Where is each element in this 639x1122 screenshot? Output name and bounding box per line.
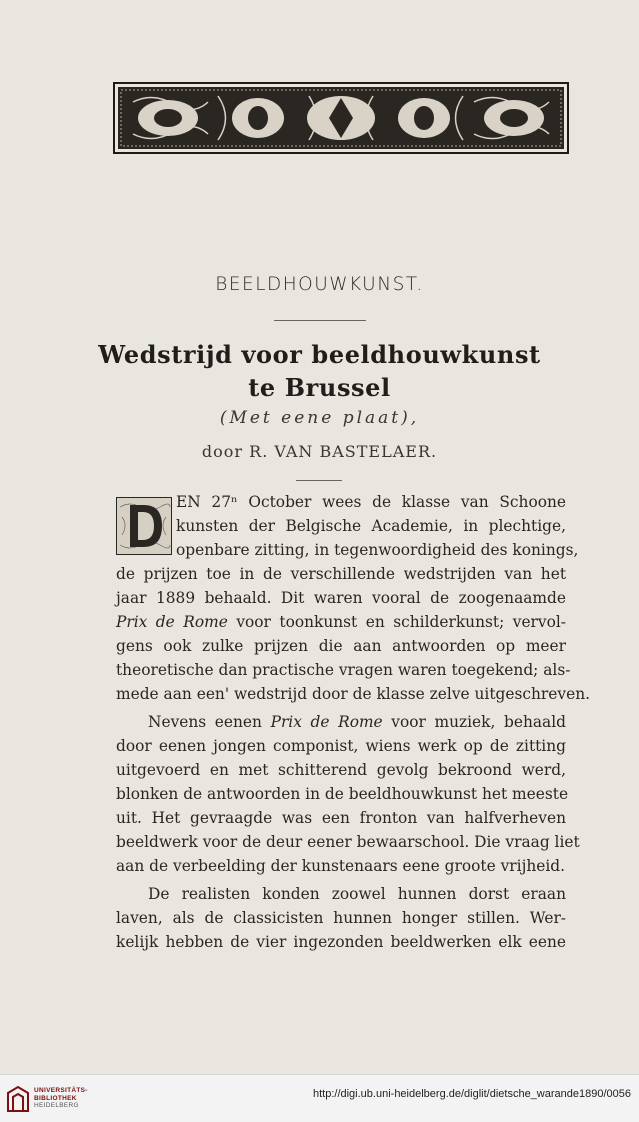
text-line: kelijk hebben de vier ingezonden beeldwerken elk eene (116, 933, 566, 951)
italic-prix-de-rome: Prix de Rome (116, 613, 228, 631)
text-line-with-italic (116, 610, 566, 634)
text-fragment: voor muziek, behaald (391, 713, 566, 731)
text-line: gens ook zulke prijzen die aan antwoorden op meer (116, 637, 566, 655)
text-line: mede aan een' wedstrijd door de klasse zelve uitgeschreven. (116, 685, 590, 703)
text-fragment: voor toonkunst en schilderkunst; vervol- (236, 613, 566, 631)
byline-rule (296, 480, 342, 481)
text-line: uit. Het gevraagde was een fronton van halfverheven (116, 809, 566, 827)
text-line: jaar 1889 behaald. Dit waren vooral de zoogenaamde (116, 589, 566, 607)
divider-rule (274, 320, 366, 321)
article-title-line-2: te Brussel (248, 373, 391, 402)
article-subtitle: (Met eene plaat), (219, 408, 420, 428)
logo-line-1: UNIVERSITÄTS- (34, 1087, 88, 1094)
text-line: theoretische dan practische vragen waren toegekend; als- (116, 661, 571, 679)
text-line: beeldwerk voor de deur eener bewaarschool. Die vraag liet (116, 833, 580, 851)
text-line: EN 27ⁿ October wees de klasse van Schoone (176, 493, 566, 511)
ornament-graphic (113, 82, 569, 154)
text-line: laven, als de classicisten hunnen honger stillen. Wer- (116, 909, 566, 927)
text-line: De realisten konden zoowel hunnen dorst eraan (148, 885, 566, 903)
text-line: aan de verbeelding der kunstenaars eene groote vrijheid. (116, 857, 566, 875)
viewer-footer (0, 1074, 639, 1122)
section-title: BEELDHOUWKUNST. (215, 274, 424, 295)
text-line-with-italic (148, 710, 566, 734)
text-line: de prijzen toe in de verschillende wedstrijden van het (116, 565, 566, 583)
text-line: blonken de antwoorden in de beeldhouwkunst het meeste (116, 785, 569, 803)
permalink-url[interactable]: http://digi.ub.uni-heidelberg.de/diglit/dietsche_warande1890/0056 (312, 1088, 631, 1100)
logo-line-3: HEIDELBERG (34, 1102, 79, 1109)
text-fragment: Nevens eenen (148, 713, 262, 731)
ornamental-header-band (113, 82, 569, 154)
article-byline: door R. VAN BASTELAER. (201, 442, 438, 461)
article-title-line-1: Wedstrijd voor beeldhouwkunst (98, 340, 541, 369)
drop-cap-d-icon (116, 497, 172, 555)
text-line: kunsten der Belgische Academie, in plechtige, (176, 517, 566, 535)
italic-prix-de-rome: Prix de Rome (270, 713, 383, 731)
university-library-logo-icon[interactable] (6, 1085, 30, 1113)
text-line: uitgevoerd en met schitterend gevolg bekroond werd, (116, 761, 566, 779)
logo-line-2: BIBLIOTHEK (34, 1094, 77, 1102)
text-line: door eenen jongen componist, wiens werk op de zitting (116, 737, 566, 755)
library-logo-text[interactable] (34, 1087, 88, 1110)
text-line: openbare zitting, in tegenwoordigheid des konings, (176, 541, 579, 559)
